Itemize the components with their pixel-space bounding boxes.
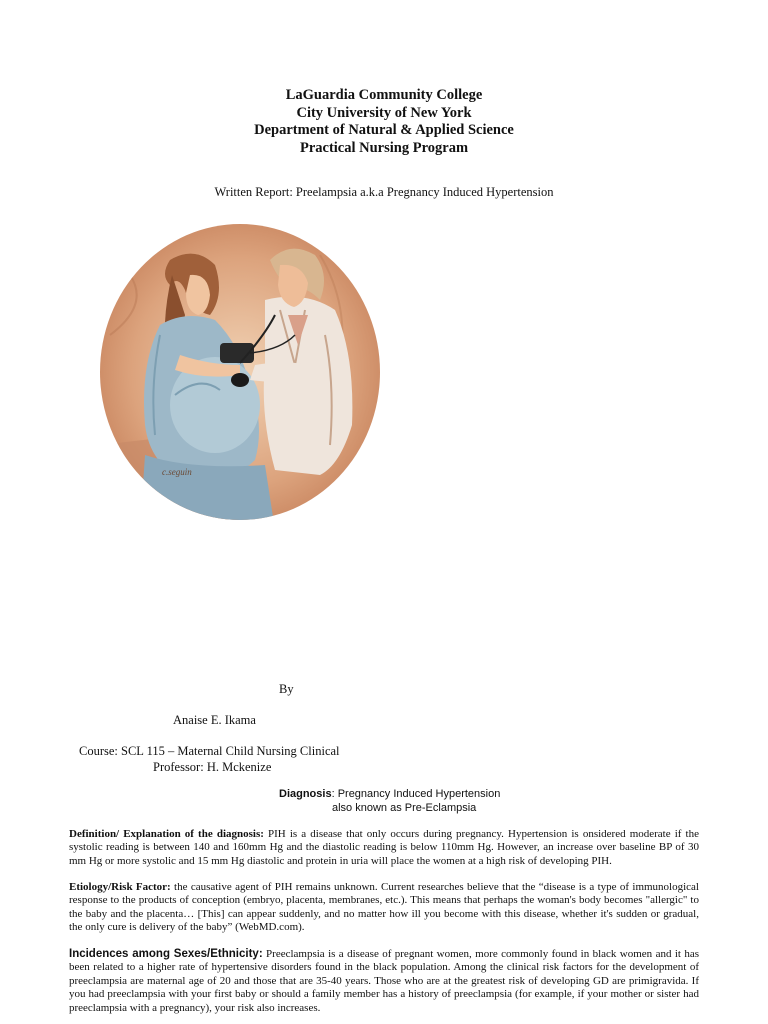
etiology-text: the causative agent of PIH remains unknown. Current researches believe that the “disease is a type of immunological response to the products of conception (embryo, placenta, membranes, etc.). This means that perhaps the woman's body becomes "allergic" to the baby and the placenta… [This] can appear suddenly, and no matter how ill you become with this disease, whether it's sudden or gradual, the only cure is delivery of the baby” (WebMD.com). xyxy=(69,881,699,934)
diagnosis-label: Diagnosis xyxy=(279,788,332,800)
etiology-label: Etiology/Risk Factor: xyxy=(69,881,171,893)
report-title: Written Report: Preelampsia a.k.a Pregnancy Induced Hypertension xyxy=(214,185,554,199)
diagnosis-value: : Pregnancy Induced Hypertension xyxy=(331,788,501,800)
program-name: Practical Nursing Program xyxy=(299,139,469,156)
document-header xyxy=(0,87,768,157)
definition-text: PIH is a disease that only occurs during pregnancy. Hypertension is onsidered moderate if the systolic reading is between 140 and 160mm Hg and the diastolic reading is below 110mm Hg. However, an increase over baseline BP of 30 mm Hg or more systolic and 15 mm Hg diastolic and protein in uria will place the women at a high risk of developing PIH. xyxy=(69,828,699,867)
diagnosis-aka: also known as Pre-Eclampsia xyxy=(332,802,477,814)
diagnosis-block xyxy=(279,787,500,815)
etiology-paragraph xyxy=(69,881,699,935)
university-name: City University of New York xyxy=(296,104,472,121)
department-name: Department of Natural & Applied Science xyxy=(254,122,514,138)
artist-signature: c.seguin xyxy=(162,467,192,477)
by-label: By xyxy=(279,682,294,696)
author-name: Anaise E. Ikama xyxy=(173,713,256,727)
college-name: LaGuardia Community College xyxy=(285,87,483,103)
incidences-text: Preeclampsia is a disease of pregnant women, more commonly found in black women and it has been related to a higher rate of hypertensive disorders found in the black population. Among the clinical risk factors for the development of preeclampsia are maternal age of 20 and those that are 35-40 years. Those who are at the greatest risk of developing GD are primigravida. If you had preeclampsia with your first baby or should a family member has a history of preeclampsia (for example, if your mother or sister had preeclampsia with a pregnancy), your risk also increases. xyxy=(69,948,700,1014)
nurse-blood-pressure-illustration-icon xyxy=(90,215,380,530)
professor-info: Professor: H. Mckenize xyxy=(153,760,272,774)
incidences-paragraph xyxy=(69,948,699,1015)
incidences-label: Incidences among Sexes/Ethnicity: xyxy=(69,948,263,960)
course-info: Course: SCL 115 – Maternal Child Nursing Clinical xyxy=(79,744,340,758)
definition-paragraph xyxy=(69,828,699,868)
definition-label: Definition/ Explanation of the diagnosis: xyxy=(69,828,264,840)
